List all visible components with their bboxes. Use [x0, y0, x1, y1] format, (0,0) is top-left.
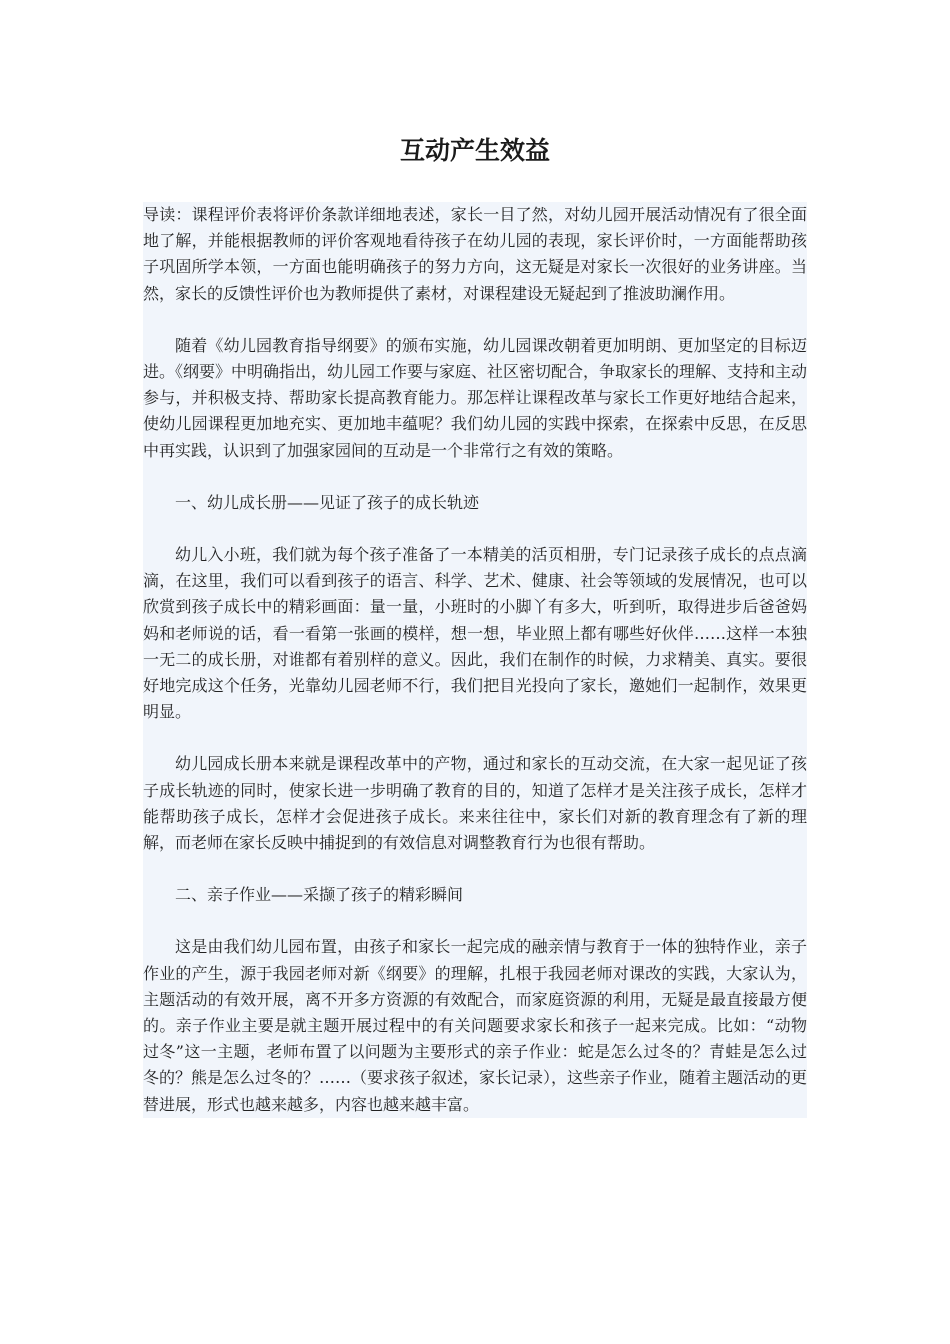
section-heading-1: 一、幼儿成长册——见证了孩子的成长轨迹	[175, 492, 480, 512]
section-heading-2: 二、亲子作业——采撷了孩子的精彩瞬间	[175, 885, 464, 905]
page-title: 互动产生效益	[399, 136, 550, 165]
body-paragraph: 幼儿园成长册本来就是课程改革中的产物，通过和家长的互动交流，在大家一起见证了孩子成长轨迹的同时，使家长进一步明确了教育的目的，知道了怎样才是关注孩子成长，怎样才能帮助孩子成长，怎样才会促进孩子成长。来来往往中，家长们对新的教育理念有了新的理解，而老师在家长反映中捕捉到的有效信息对调整教育行为也很有帮助。	[143, 754, 807, 853]
intro-paragraph: 导读：课程评价表将评价条款详细地表述，家长一目了然，对幼儿园开展活动情况有了很全面地了解，并能根据教师的评价客观地看待孩子在幼儿园的表现，家长评价时，一方面能帮助孩子巩固所学本领，一方面也能明确孩子的努力方向，这无疑是对家长一次很好的业务讲座。当然，家长的反馈性评价也为教师提供了素材，对课程建设无疑起到了推波助澜作用。	[143, 205, 807, 303]
body-paragraph: 这是由我们幼儿园布置，由孩子和家长一起完成的融亲情与教育于一体的独特作业，亲子作业的产生，源于我园老师对新《纲要》的理解，扎根于我园老师对课改的实践，大家认为，主题活动的有效开展，离不开多方资源的有效配合，而家庭资源的利用，无疑是最直接最方便的。亲子作业主要是就主题开展过程中的有关问题要求家长和孩子一起来完成。比如：“动物过冬”这一主题，老师布置了以问题为主要形式的亲子作业：蛇是怎么过冬的？青蛙是怎么过冬的？熊是怎么过冬的？……（要求孩子叙述，家长记录），这些亲子作业，随着主题活动的更替进展，形式也越来越多，内容也越来越丰富。	[143, 937, 808, 1114]
document-body	[143, 202, 807, 1118]
body-paragraph: 幼儿入小班，我们就为每个孩子准备了一本精美的活页相册，专门记录孩子成长的点点滴滴，在这里，我们可以看到孩子的语言、科学、艺术、健康、社会等领域的发展情况，也可以欣赏到孩子成长中的精彩画面：量一量，小班时的小脚丫有多大，听到听，取得进步后爸爸妈妈和老师说的话，看一看第一张画的模样，想一想，毕业照上都有哪些好伙伴……这样一本独一无二的成长册，对谁都有着别样的意义。因此，我们在制作的时候，力求精美、真实。要很好地完成这个任务，光靠幼儿园老师不行，我们把目光投向了家长，邀她们一起制作，效果更明显。	[143, 545, 807, 722]
body-paragraph: 随着《幼儿园教育指导纲要》的颁布实施，幼儿园课改朝着更加明朗、更加坚定的目标迈进。《纲要》中明确指出，幼儿园工作要与家庭、社区密切配合，争取家长的理解、支持和主动参与，并积极支持、帮助家长提高教育能力。那怎样让课程改革与家长工作更好地结合起来，使幼儿园课程更加地充实、更加地丰蕴呢？我们幼儿园的实践中探索，在探索中反思，在反思中再实践，认识到了加强家园间的互动是一个非常行之有效的策略。	[143, 335, 808, 460]
